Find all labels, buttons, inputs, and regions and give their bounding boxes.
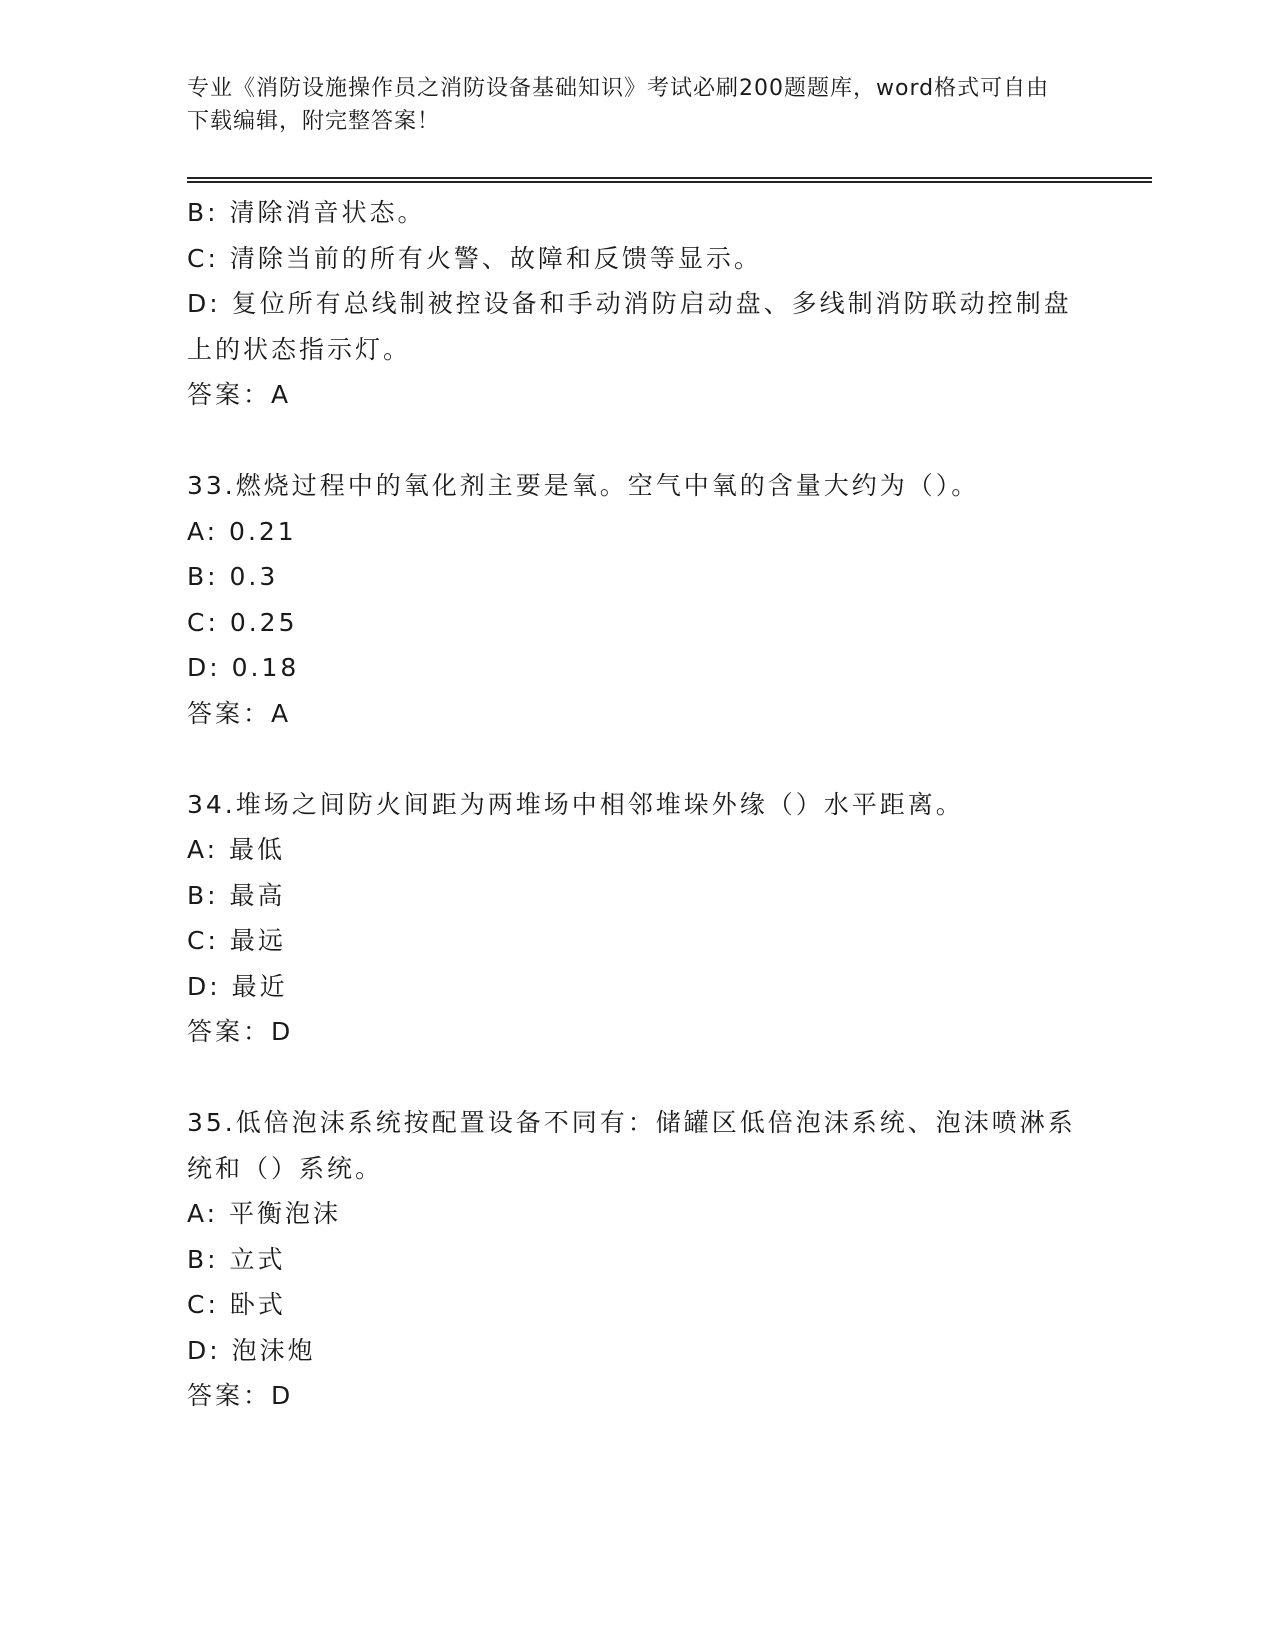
option-c: C: 清除当前的所有火警、故障和反馈等显示。	[187, 243, 762, 273]
header-divider-thin	[187, 182, 1152, 183]
option-b: B: 立式	[187, 1244, 286, 1274]
answer: 答案：A	[187, 698, 292, 728]
option-c: C: 最远	[187, 926, 286, 955]
header-title: 专业《消防设施操作员之消防设备基础知识》考试必刷200题题库，word格式可自由下载编辑，附完整答案！	[187, 76, 1050, 134]
option-a: A: 最低	[187, 835, 286, 864]
answer: 答案：D	[187, 1381, 294, 1410]
option-c: C: 0.25	[187, 607, 298, 637]
spacer	[187, 736, 1087, 782]
page-header	[187, 72, 1067, 138]
question-block-35	[187, 1100, 1087, 1419]
option-b: B: 最高	[187, 880, 286, 910]
question-text: 33.燃烧过程中的氧化剂主要是氧。空气中氧的含量大约为（）。	[187, 471, 980, 500]
question-block-33	[187, 463, 1087, 736]
question-text: 34.堆场之间防火间距为两堆场中相邻堆垛外缘（）水平距离。	[187, 789, 964, 819]
option-d: D: 最近	[187, 971, 288, 1001]
option-b: B: 0.3	[187, 562, 279, 591]
spacer	[187, 418, 1087, 464]
answer: 答案：D	[187, 1017, 294, 1046]
option-d: D: 0.18	[187, 653, 300, 682]
option-a: A: 平衡泡沫	[187, 1199, 342, 1228]
question-block-32	[187, 190, 1087, 418]
question-block-34	[187, 782, 1087, 1055]
option-d: D: 复位所有总线制被控设备和手动消防启动盘、多线制消防联动控制盘上的状态指示灯。	[187, 289, 1072, 364]
question-list	[187, 190, 1087, 1419]
option-a: A: 0.21	[187, 516, 297, 546]
spacer	[187, 1055, 1087, 1101]
header-divider	[187, 177, 1152, 182]
option-b: B: 清除消音状态。	[187, 198, 426, 227]
question-text: 35.低倍泡沫系统按配置设备不同有：储罐区低倍泡沫系统、泡沫喷淋系统和（）系统。	[187, 1108, 1076, 1183]
answer: 答案：A	[187, 380, 292, 409]
option-d: D: 泡沫炮	[187, 1335, 316, 1365]
option-c: C: 卧式	[187, 1290, 286, 1319]
